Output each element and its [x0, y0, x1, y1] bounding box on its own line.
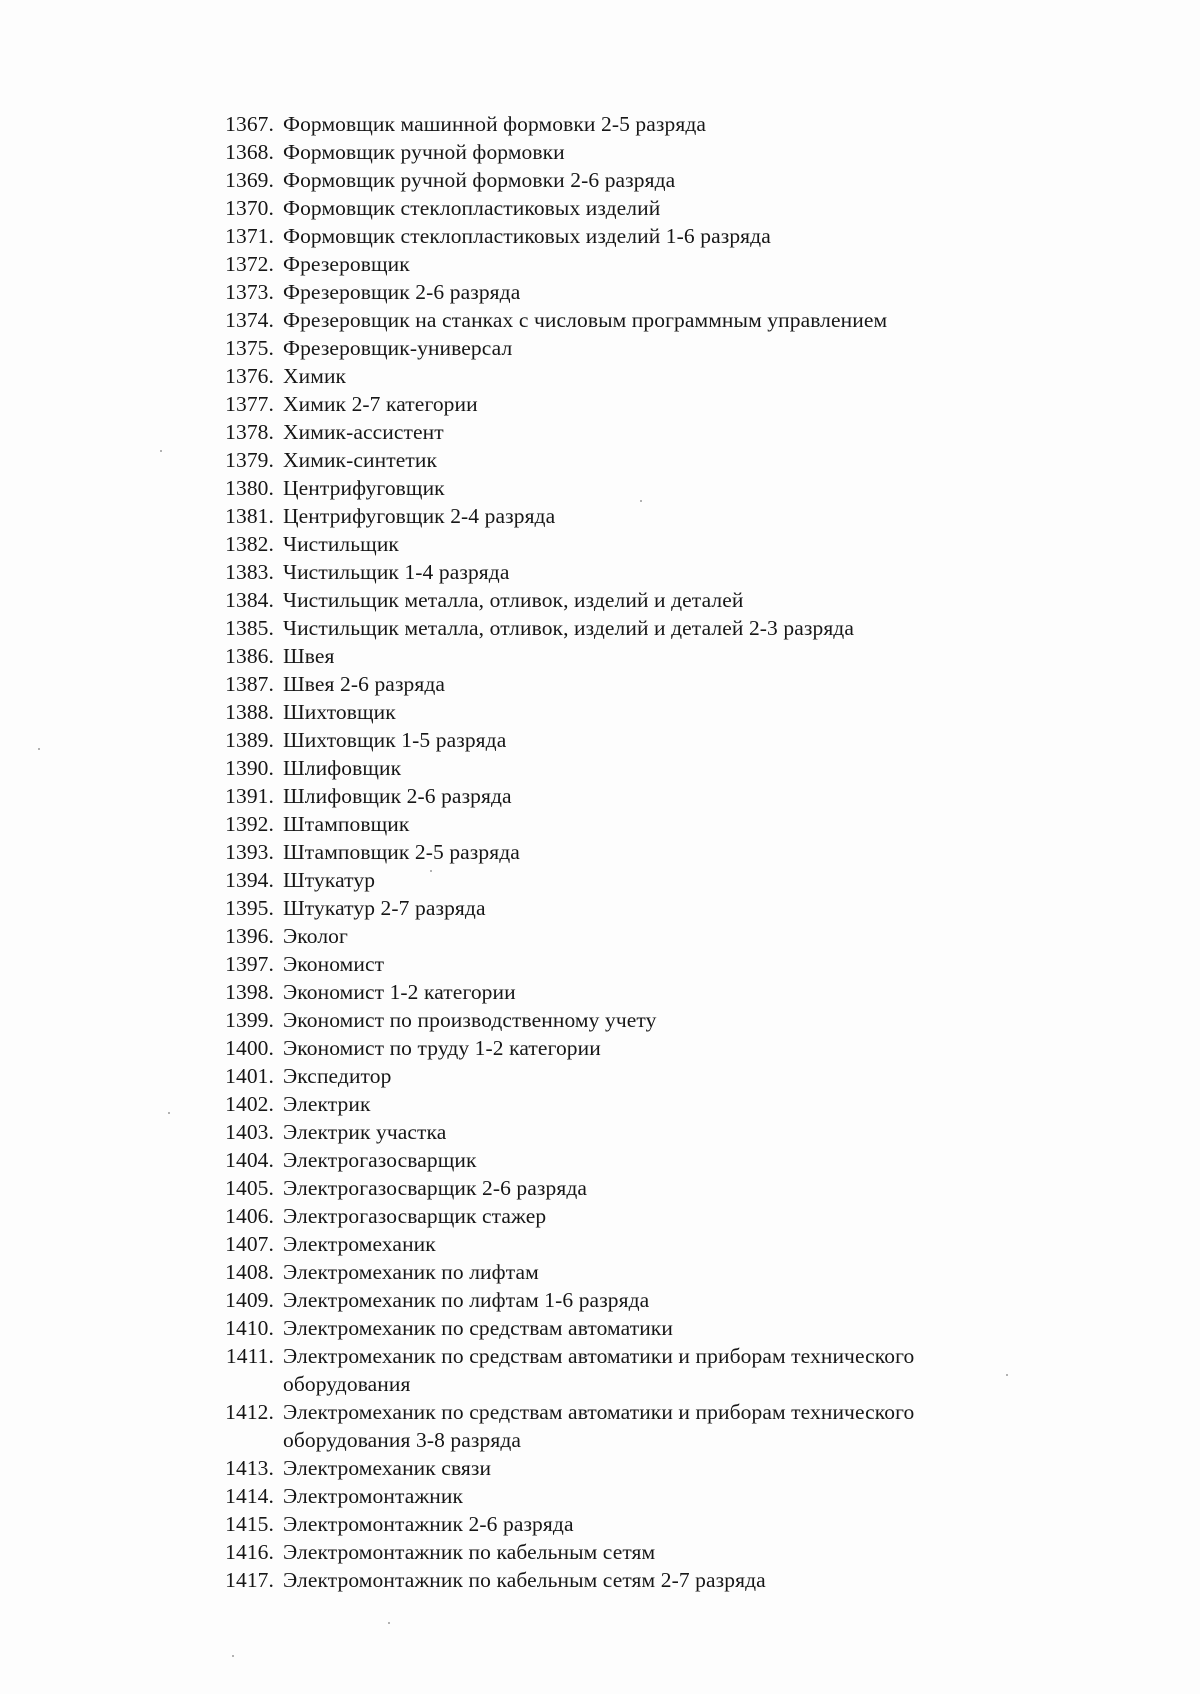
item-number: 1390. [225, 756, 274, 780]
item-text: Электромонтажник 2-6 разряда [283, 1512, 574, 1536]
item-number: 1388. [225, 700, 274, 724]
scan-speck [388, 1622, 390, 1624]
list-item [210, 1230, 1030, 1258]
item-number: 1385. [225, 616, 274, 640]
list-item [210, 362, 1030, 390]
list-item [210, 138, 1030, 166]
item-number: 1412. [225, 1400, 274, 1424]
item-number: 1407. [225, 1232, 274, 1256]
item-number: 1401. [225, 1064, 274, 1088]
item-text: Химик 2-7 категории [283, 392, 478, 416]
item-text: Формовщик стеклопластиковых изделий 1-6 разряда [283, 224, 771, 248]
item-number: 1415. [225, 1512, 274, 1536]
item-number: 1410. [225, 1316, 274, 1340]
list-item [210, 642, 1030, 670]
list-item [210, 1510, 1030, 1538]
item-number: 1367. [225, 112, 274, 136]
list-item [210, 1146, 1030, 1174]
list-item [210, 866, 1030, 894]
list-item [210, 110, 1030, 138]
item-text: Электромонтажник по кабельным сетям [283, 1540, 656, 1564]
item-number: 1368. [225, 140, 274, 164]
list-item [210, 1538, 1030, 1566]
list-item [210, 922, 1030, 950]
list-item [210, 166, 1030, 194]
item-number: 1391. [225, 784, 274, 808]
scan-speck [168, 1112, 170, 1114]
scan-speck [1006, 1374, 1008, 1376]
item-text: Чистильщик металла, отливок, изделий и деталей 2-3 разряда [283, 616, 854, 640]
item-text: Электромеханик по средствам автоматики и приборам технического оборудования [283, 1344, 915, 1396]
item-number: 1386. [225, 644, 274, 668]
item-text: Электромонтажник [283, 1484, 464, 1508]
item-text: Фрезеровщик 2-6 разряда [283, 280, 521, 304]
item-number: 1387. [225, 672, 274, 696]
scan-speck [38, 748, 40, 750]
item-number: 1406. [225, 1204, 274, 1228]
item-number: 1381. [225, 504, 274, 528]
item-text: Формовщик стеклопластиковых изделий [283, 196, 661, 220]
item-number: 1409. [225, 1288, 274, 1312]
item-text: Штамповщик 2-5 разряда [283, 840, 520, 864]
item-number: 1370. [225, 196, 274, 220]
item-text: Электрик [283, 1092, 371, 1116]
scan-speck [232, 1655, 234, 1657]
item-number: 1399. [225, 1008, 274, 1032]
item-text: Шлифовщик 2-6 разряда [283, 784, 512, 808]
item-text: Электромеханик [283, 1232, 436, 1256]
item-number: 1414. [225, 1484, 274, 1508]
item-text: Электрик участка [283, 1120, 447, 1144]
item-number: 1380. [225, 476, 274, 500]
item-text: Электрогазосварщик [283, 1148, 477, 1172]
item-text: Химик [283, 364, 347, 388]
list-item [210, 334, 1030, 362]
list-item [210, 1566, 1030, 1594]
item-number: 1395. [225, 896, 274, 920]
item-text: Электрогазосварщик 2-6 разряда [283, 1176, 588, 1200]
item-number: 1372. [225, 252, 274, 276]
item-number: 1411. [225, 1344, 274, 1368]
list-item [210, 1342, 1030, 1398]
item-number: 1392. [225, 812, 274, 836]
item-text: Химик-ассистент [283, 420, 444, 444]
list-item [210, 978, 1030, 1006]
list-item [210, 726, 1030, 754]
item-text: Экономист по производственному учету [283, 1008, 657, 1032]
item-text: Шихтовщик 1-5 разряда [283, 728, 507, 752]
list-item [210, 1006, 1030, 1034]
list-item [210, 1174, 1030, 1202]
scan-speck [430, 870, 432, 872]
list-item [210, 418, 1030, 446]
item-text: Электромеханик по средствам автоматики и приборам технического оборудования 3-8 разряда [283, 1400, 915, 1452]
item-number: 1400. [225, 1036, 274, 1060]
item-text: Чистильщик [283, 532, 399, 556]
item-number: 1376. [225, 364, 274, 388]
item-number: 1396. [225, 924, 274, 948]
item-text: Шлифовщик [283, 756, 402, 780]
item-number: 1404. [225, 1148, 274, 1172]
item-text: Чистильщик металла, отливок, изделий и деталей [283, 588, 744, 612]
list-item [210, 530, 1030, 558]
list-item [210, 390, 1030, 418]
item-text: Штукатур 2-7 разряда [283, 896, 486, 920]
list-item [210, 1118, 1030, 1146]
list-item [210, 278, 1030, 306]
item-number: 1371. [225, 224, 274, 248]
item-number: 1416. [225, 1540, 274, 1564]
list-item [210, 586, 1030, 614]
item-text: Швея [283, 644, 335, 668]
item-number: 1393. [225, 840, 274, 864]
list-item [210, 614, 1030, 642]
item-text: Экономист [283, 952, 385, 976]
item-text: Формовщик ручной формовки [283, 140, 565, 164]
item-text: Чистильщик 1-4 разряда [283, 560, 510, 584]
list-item [210, 1034, 1030, 1062]
item-text: Электромеханик связи [283, 1456, 492, 1480]
list-item [210, 1454, 1030, 1482]
item-text: Формовщик машинной формовки 2-5 разряда [283, 112, 707, 136]
list-item [210, 1286, 1030, 1314]
list-item [210, 1062, 1030, 1090]
item-text: Электромеханик по лифтам [283, 1260, 539, 1284]
list-item [210, 1090, 1030, 1118]
item-number: 1383. [225, 560, 274, 584]
item-number: 1394. [225, 868, 274, 892]
item-text: Фрезеровщик на станках с числовым программным управлением [283, 308, 888, 332]
list-item [210, 194, 1030, 222]
item-text: Штамповщик [283, 812, 410, 836]
scan-speck [640, 500, 642, 502]
item-text: Фрезеровщик [283, 252, 410, 276]
item-text: Электромеханик по средствам автоматики [283, 1316, 673, 1340]
item-text: Экономист 1-2 категории [283, 980, 516, 1004]
list-item [210, 698, 1030, 726]
list-item [210, 502, 1030, 530]
item-text: Центрифуговщик [283, 476, 445, 500]
item-number: 1373. [225, 280, 274, 304]
item-text: Штукатур [283, 868, 376, 892]
list-item [210, 810, 1030, 838]
item-number: 1374. [225, 308, 274, 332]
item-number: 1377. [225, 392, 274, 416]
list-item [210, 474, 1030, 502]
list-item [210, 950, 1030, 978]
list-item [210, 894, 1030, 922]
item-text: Экспедитор [283, 1064, 392, 1088]
list-item [210, 782, 1030, 810]
item-number: 1375. [225, 336, 274, 360]
list-item [210, 1202, 1030, 1230]
item-text: Шихтовщик [283, 700, 396, 724]
item-text: Электромонтажник по кабельным сетям 2-7 разряда [283, 1568, 766, 1592]
list-item [210, 1314, 1030, 1342]
item-number: 1398. [225, 980, 274, 1004]
scan-speck [160, 450, 162, 452]
item-number: 1405. [225, 1176, 274, 1200]
item-number: 1379. [225, 448, 274, 472]
list-item [210, 1258, 1030, 1286]
item-number: 1408. [225, 1260, 274, 1284]
item-text: Электромеханик по лифтам 1-6 разряда [283, 1288, 650, 1312]
item-text: Формовщик ручной формовки 2-6 разряда [283, 168, 676, 192]
item-number: 1369. [225, 168, 274, 192]
item-number: 1402. [225, 1092, 274, 1116]
list-item [210, 558, 1030, 586]
item-number: 1382. [225, 532, 274, 556]
item-text: Эколог [283, 924, 348, 948]
item-text: Химик-синтетик [283, 448, 437, 472]
list-item [210, 1482, 1030, 1510]
profession-list [210, 110, 1030, 1594]
list-item [210, 838, 1030, 866]
item-number: 1417. [225, 1568, 274, 1592]
item-number: 1389. [225, 728, 274, 752]
item-text: Экономист по труду 1-2 категории [283, 1036, 601, 1060]
list-item [210, 754, 1030, 782]
item-text: Фрезеровщик-универсал [283, 336, 513, 360]
item-number: 1378. [225, 420, 274, 444]
item-text: Электрогазосварщик стажер [283, 1204, 547, 1228]
list-item [210, 670, 1030, 698]
item-number: 1403. [225, 1120, 274, 1144]
item-number: 1397. [225, 952, 274, 976]
list-item [210, 446, 1030, 474]
item-text: Швея 2-6 разряда [283, 672, 446, 696]
list-item [210, 1398, 1030, 1454]
item-number: 1384. [225, 588, 274, 612]
list-item [210, 222, 1030, 250]
item-text: Центрифуговщик 2-4 разряда [283, 504, 556, 528]
item-number: 1413. [225, 1456, 274, 1480]
list-item [210, 250, 1030, 278]
list-item [210, 306, 1030, 334]
